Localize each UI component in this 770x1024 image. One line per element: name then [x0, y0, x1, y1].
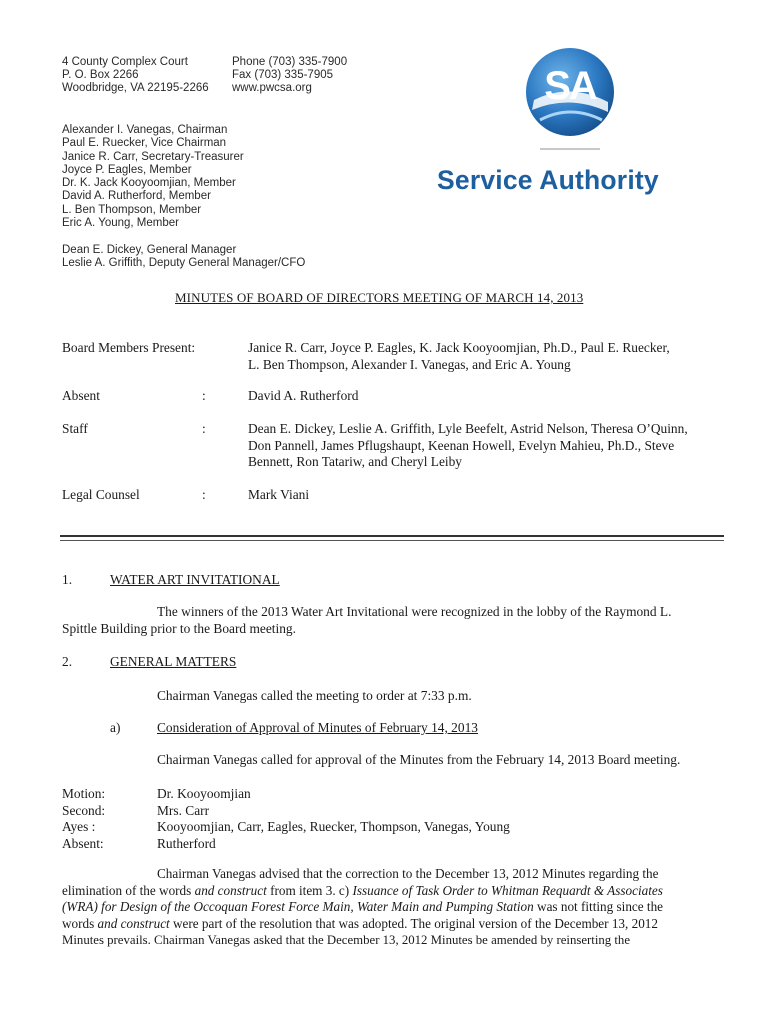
section-2-number: 2.	[62, 654, 73, 669]
staff-line: Bennett, Ron Tatariw, and Cheryl Leiby	[248, 454, 463, 469]
manager-line: Dean E. Dickey, General Manager	[62, 244, 237, 256]
present-label: Board Members Present:	[62, 340, 196, 355]
address-line: P. O. Box 2266	[62, 69, 139, 81]
fax-line: Fax (703) 335-7905	[232, 69, 334, 81]
address-line: Woodbridge, VA 22195-2266	[62, 82, 209, 94]
board-member: Joyce P. Eagles, Member	[62, 163, 192, 176]
attendance-staff	[62, 421, 722, 473]
vote-block	[62, 786, 722, 852]
address-block	[62, 56, 209, 95]
service-authority-logo	[520, 42, 620, 142]
text-line: Chairman Vanegas advised that the correction to the December 13, 2012 Minutes regarding the	[157, 866, 659, 881]
manager-list	[62, 244, 305, 271]
second-label: Second:	[62, 802, 106, 818]
present-value	[248, 340, 718, 373]
motion-value: Dr. Kooyoomjian	[157, 786, 251, 801]
board-member: David A. Rutherford, Member	[62, 190, 211, 203]
second-value: Mrs. Carr	[157, 802, 210, 818]
phone-line: Phone (703) 335-7900	[232, 56, 348, 68]
colon: :	[202, 487, 206, 502]
colon: :	[202, 421, 206, 436]
correction-paragraph	[62, 866, 762, 949]
motion-label: Motion:	[62, 786, 106, 801]
vote-row	[62, 803, 722, 820]
document-title: MINUTES OF BOARD OF DIRECTORS MEETING OF MARCH 14, 2013	[175, 290, 584, 305]
board-member: Alexander I. Vanegas, Chairman	[62, 124, 228, 136]
board-member: Paul E. Ruecker, Vice Chairman	[62, 137, 227, 150]
section-1-text	[62, 604, 742, 637]
legal-value: Mark Viani	[248, 487, 310, 502]
absent-value: David A. Rutherford	[248, 388, 359, 403]
vote-absent-value: Rutherford	[157, 835, 216, 851]
divider	[60, 535, 724, 537]
text-line: elimination of the words and construct from item 3. c) Issuance of Task Order to Whitman Requardt & Associates	[62, 882, 663, 898]
logo-underline	[540, 148, 600, 150]
attendance-present	[62, 340, 722, 374]
website-link[interactable]: www.pwcsa.org	[232, 82, 312, 94]
attendance-absent	[62, 388, 722, 406]
attendance-legal	[62, 487, 722, 505]
section-1-number: 1.	[62, 572, 73, 587]
subsection-a-text: Chairman Vanegas called for approval of the Minutes from the February 14, 2013 Board meeting.	[157, 752, 681, 767]
text-line: (WRA) for Design of the Occoquan Forest Force Main, Water Main and Pumping Station was not fitting since the	[62, 899, 664, 914]
board-list	[62, 124, 244, 230]
logo-text: Service Authority	[437, 165, 659, 195]
staff-value	[248, 421, 718, 471]
legal-label: Legal Counsel	[62, 487, 140, 502]
staff-label: Staff	[62, 421, 88, 436]
board-member: Janice R. Carr, Secretary-Treasurer	[62, 150, 244, 163]
text-line: words and construct were part of the resolution that was adopted. The original version of the December 13, 2012	[62, 915, 658, 931]
ayes-label: Ayes :	[62, 819, 96, 834]
section-2-heading: GENERAL MATTERS	[110, 654, 237, 669]
ayes-value: Kooyoomjian, Carr, Eagles, Ruecker, Thompson, Vanegas, Young	[157, 819, 510, 834]
text-line: The winners of the 2013 Water Art Invitational were recognized in the lobby of the Raymond L.	[157, 604, 672, 619]
divider	[60, 540, 724, 541]
present-line: Janice R. Carr, Joyce P. Eagles, K. Jack Kooyoomjian, Ph.D., Paul E. Ruecker,	[248, 340, 670, 355]
board-member: L. Ben Thompson, Member	[62, 203, 202, 216]
section-1-heading: WATER ART INVITATIONAL	[110, 572, 280, 587]
staff-line: Dean E. Dickey, Leslie A. Griffith, Lyle Beefelt, Astrid Nelson, Theresa O’Quinn,	[248, 421, 688, 436]
vote-row	[62, 836, 722, 853]
vote-row	[62, 819, 722, 836]
subsection-a-heading: Consideration of Approval of Minutes of February 14, 2013	[157, 720, 478, 735]
contact-block	[232, 56, 347, 95]
text-line: Spittle Building prior to the Board meeting.	[62, 620, 296, 636]
logo-initials: SA	[544, 64, 596, 108]
colon: :	[202, 388, 206, 403]
address-line: 4 County Complex Court	[62, 56, 188, 68]
call-to-order-text: Chairman Vanegas called the meeting to order at 7:33 p.m.	[157, 688, 472, 703]
board-member: Dr. K. Jack Kooyoomjian, Member	[62, 177, 236, 190]
subsection-a-label: a)	[110, 720, 121, 735]
vote-row	[62, 786, 722, 803]
present-line: L. Ben Thompson, Alexander I. Vanegas, and Eric A. Young	[248, 356, 571, 372]
board-member: Eric A. Young, Member	[62, 217, 179, 230]
text-line: Minutes prevails. Chairman Vanegas asked that the December 13, 2012 Minutes be amended by reinserting the	[62, 933, 631, 947]
absent-label: Absent	[62, 388, 100, 403]
vote-absent-label: Absent:	[62, 835, 104, 851]
staff-line: Don Pannell, James Pflugshaupt, Keenan Howell, Evelyn Mahieu, Ph.D., Steve	[248, 437, 675, 453]
manager-line: Leslie A. Griffith, Deputy General Manager/CFO	[62, 257, 306, 270]
